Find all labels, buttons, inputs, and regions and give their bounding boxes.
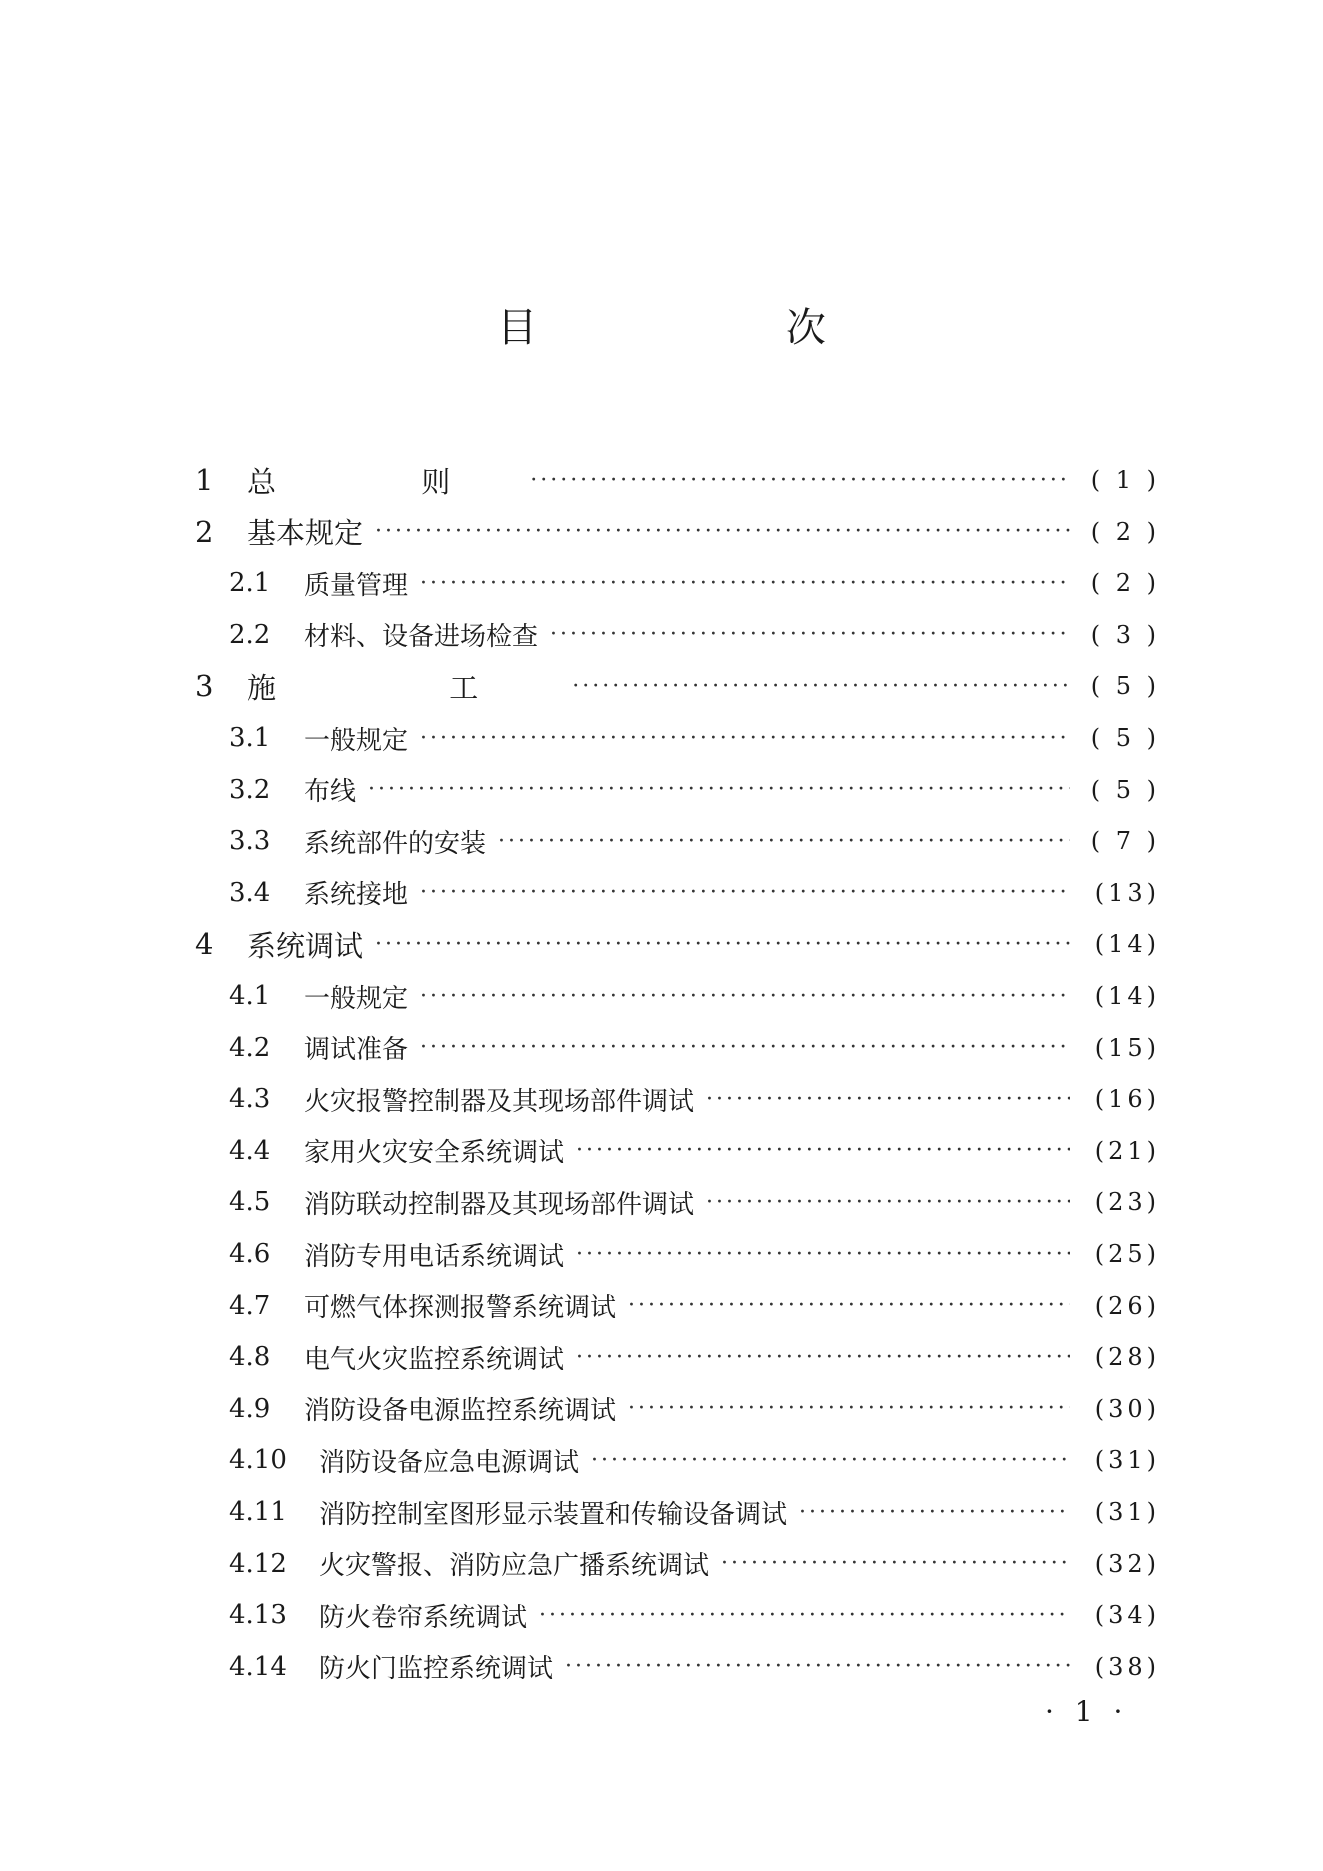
toc-entry[interactable] xyxy=(195,1234,1160,1274)
toc-entry-number: 3.3 xyxy=(229,826,271,857)
toc-entry[interactable] xyxy=(195,1389,1160,1429)
toc-entry-page: ( 2 ) xyxy=(1090,517,1160,546)
toc-entry-page: ( 1 ) xyxy=(1090,466,1160,494)
toc-entry[interactable] xyxy=(195,976,1160,1016)
toc-leader-dots xyxy=(420,984,1070,1009)
toc-entry-page: ( 3 ) xyxy=(1090,620,1160,649)
toc-entry-page: (16) xyxy=(1094,1085,1160,1114)
toc-entry-label: 火灾报警控制器及其现场部件调试 xyxy=(304,1086,695,1117)
toc-entry[interactable] xyxy=(195,666,1160,706)
toc-entry-number: 2 xyxy=(195,514,214,549)
toc-entry-number: 4.5 xyxy=(229,1187,271,1218)
toc-leader-dots xyxy=(420,880,1070,905)
toc-entry[interactable] xyxy=(195,1337,1160,1377)
toc-leader-dots xyxy=(572,674,1070,699)
toc-entry[interactable] xyxy=(195,1079,1160,1119)
toc-entry-label: 消防专用电话系统调试 xyxy=(304,1241,565,1272)
toc-entry-number: 3.4 xyxy=(229,877,271,908)
toc-entry-label: 总 则 xyxy=(247,464,519,499)
toc-leader-dots xyxy=(706,1087,1070,1112)
toc-entry[interactable] xyxy=(195,1286,1160,1326)
toc-entry-label: 一般规定 xyxy=(304,725,409,756)
toc-entry-page: (23) xyxy=(1094,1188,1160,1217)
toc-entry[interactable] xyxy=(195,1595,1160,1635)
toc-entry-number: 4.6 xyxy=(229,1239,271,1269)
toc-leader-dots xyxy=(576,1345,1070,1370)
toc-entry-page: (13) xyxy=(1094,878,1160,907)
toc-entry-label: 家用火灾安全系统调试 xyxy=(304,1138,565,1169)
toc-entry-page: (31) xyxy=(1094,1446,1160,1475)
toc-entry-number: 4.13 xyxy=(229,1600,287,1631)
toc-entry-number: 4.1 xyxy=(229,981,271,1011)
toc-entry-number: 4.2 xyxy=(229,1032,271,1063)
toc-entry-page: ( 5 ) xyxy=(1090,672,1160,701)
toc-leader-dots xyxy=(530,468,1070,493)
toc-entry-number: 4.3 xyxy=(229,1084,271,1115)
toc-entry[interactable] xyxy=(195,770,1160,810)
toc-entry-label: 防火门监控系统调试 xyxy=(319,1654,554,1685)
toc-entry[interactable] xyxy=(195,1544,1160,1584)
toc-entry-page: (25) xyxy=(1094,1240,1160,1268)
toc-leader-dots xyxy=(375,932,1070,957)
toc-entry-page: (31) xyxy=(1094,1498,1160,1526)
toc-entry-label: 消防设备应急电源调试 xyxy=(319,1447,580,1478)
toc-leader-dots xyxy=(565,1654,1070,1679)
toc-entry[interactable] xyxy=(195,1182,1160,1222)
toc-leader-dots xyxy=(550,622,1070,647)
toc-entry-label: 消防联动控制器及其现场部件调试 xyxy=(304,1189,695,1220)
toc-entry[interactable] xyxy=(195,924,1160,964)
toc-leader-dots xyxy=(498,829,1070,854)
toc-entry[interactable] xyxy=(195,718,1160,758)
toc-leader-dots xyxy=(420,1035,1070,1060)
toc-entry[interactable] xyxy=(195,512,1160,552)
toc-entry[interactable] xyxy=(195,1028,1160,1068)
toc-entry-label: 火灾警报、消防应急广播系统调试 xyxy=(319,1551,710,1582)
toc-leader-dots xyxy=(420,571,1070,596)
toc-entry[interactable] xyxy=(195,1492,1160,1532)
toc-entry-number: 3 xyxy=(195,669,214,704)
toc-leader-dots xyxy=(539,1603,1070,1628)
toc-entry[interactable] xyxy=(195,873,1160,913)
toc-leader-dots xyxy=(375,519,1070,544)
toc-entry-number: 4.4 xyxy=(229,1135,271,1166)
toc-entry-page: ( 2 ) xyxy=(1090,569,1160,598)
toc-entry-page: (34) xyxy=(1094,1601,1160,1630)
toc-entry-label: 可燃气体探测报警系统调试 xyxy=(304,1293,617,1324)
toc-entry-page: ( 7 ) xyxy=(1090,827,1160,856)
toc-entry-label: 防火卷帘系统调试 xyxy=(319,1602,528,1633)
toc-entry-label: 布线 xyxy=(304,777,357,808)
toc-entry-page: (21) xyxy=(1094,1136,1160,1165)
toc-entry-number: 4.9 xyxy=(229,1393,271,1424)
toc-entry-page: ( 5 ) xyxy=(1090,775,1160,804)
page-title: 目 次 xyxy=(497,305,944,351)
toc-entry-label: 材料、设备进场检查 xyxy=(304,622,539,653)
toc-entry-number: 3.2 xyxy=(229,774,271,805)
toc-entry-page: (28) xyxy=(1094,1343,1160,1372)
toc-entry-number: 4.8 xyxy=(229,1342,271,1373)
toc-entry-label: 系统接地 xyxy=(304,880,409,911)
toc-entry-number: 4.10 xyxy=(229,1445,287,1476)
toc-entry-page: (14) xyxy=(1094,930,1160,959)
toc-leader-dots xyxy=(420,726,1070,751)
toc-entry[interactable] xyxy=(195,1440,1160,1480)
toc-entry-number: 4.7 xyxy=(229,1290,271,1321)
toc-entry-number: 3.1 xyxy=(229,723,271,753)
toc-leader-dots xyxy=(628,1293,1070,1318)
toc-leader-dots xyxy=(799,1500,1070,1525)
toc-entry-label: 系统调试 xyxy=(247,928,364,963)
toc-entry-label: 一般规定 xyxy=(304,983,409,1014)
toc-entry[interactable] xyxy=(195,460,1160,500)
toc-entry-page: (38) xyxy=(1094,1652,1160,1681)
toc-entry-number: 4.11 xyxy=(229,1497,287,1527)
toc-entry-label: 基本规定 xyxy=(247,516,364,551)
toc-entry-number: 4.12 xyxy=(229,1548,287,1579)
toc-entry[interactable] xyxy=(195,563,1160,603)
toc-leader-dots xyxy=(628,1396,1070,1421)
toc-entry-page: (26) xyxy=(1094,1291,1160,1320)
toc-leader-dots xyxy=(576,1138,1070,1163)
toc-entry-label: 质量管理 xyxy=(304,570,409,601)
toc-leader-dots xyxy=(576,1242,1070,1267)
toc-entry-page: (32) xyxy=(1094,1549,1160,1578)
toc-entry-page: (14) xyxy=(1094,982,1160,1010)
toc-entry-label: 消防控制室图形显示装置和传输设备调试 xyxy=(319,1499,788,1530)
toc-entry-page: (30) xyxy=(1094,1394,1160,1423)
toc-entry[interactable] xyxy=(195,1647,1160,1687)
toc-leader-dots xyxy=(591,1448,1070,1473)
toc-entry[interactable] xyxy=(195,615,1160,655)
page-number: · 1 · xyxy=(1045,1695,1129,1728)
toc-entry[interactable] xyxy=(195,821,1160,861)
toc-entry-page: (15) xyxy=(1094,1033,1160,1062)
toc-leader-dots xyxy=(706,1190,1070,1215)
toc-entry-number: 4 xyxy=(195,927,214,962)
toc-entry-label: 调试准备 xyxy=(304,1035,409,1066)
toc-entry-label: 消防设备电源监控系统调试 xyxy=(304,1396,617,1427)
toc-entry-number: 2.1 xyxy=(229,568,271,599)
toc-entry-page: ( 5 ) xyxy=(1090,724,1160,752)
toc-entry-label: 电气火灾监控系统调试 xyxy=(304,1344,565,1375)
toc-entry-label: 系统部件的安装 xyxy=(304,828,487,859)
toc-entry-number: 4.14 xyxy=(229,1651,287,1682)
toc-leader-dots xyxy=(368,777,1070,802)
toc-entry-number: 2.2 xyxy=(229,619,271,650)
toc-entry[interactable] xyxy=(195,1131,1160,1171)
toc-leader-dots xyxy=(721,1551,1070,1576)
toc-entry-label: 施 工 xyxy=(247,670,561,705)
toc-entry-number: 1 xyxy=(195,463,214,497)
